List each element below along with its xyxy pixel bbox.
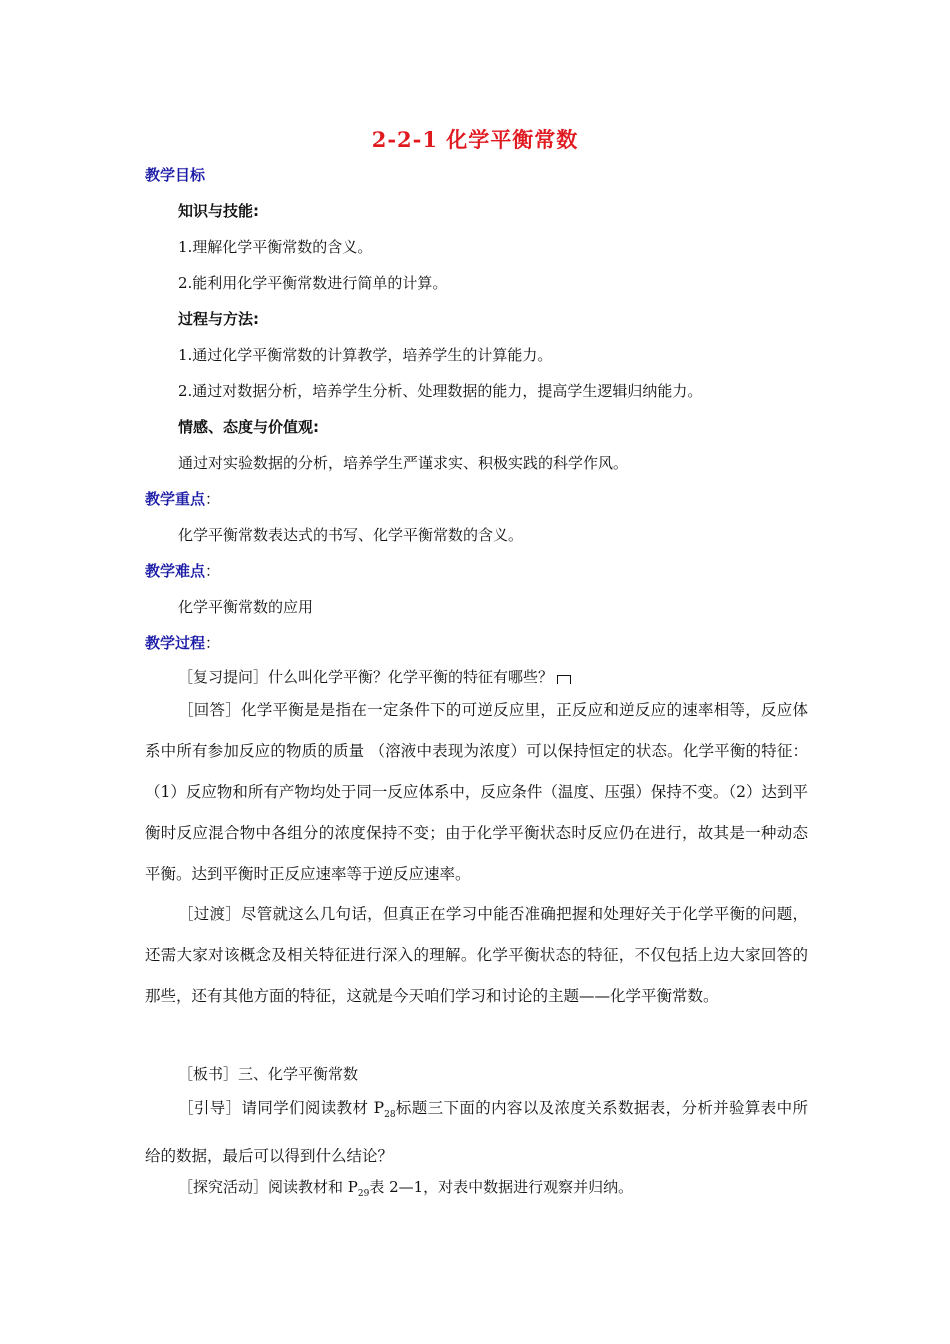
process-item-2: 2.通过对数据分析，培养学生分析、处理数据的能力，提高学生逻辑归纳能力。	[178, 382, 703, 400]
teaching-process-colon: ：	[205, 634, 221, 652]
section-heading-teaching-process	[145, 632, 220, 653]
text-cursor-icon	[557, 675, 571, 684]
guide-paragraph	[145, 1088, 808, 1177]
key-points-label: 教学重点	[145, 490, 206, 508]
emotion-item-1: 通过对实验数据的分析，培养学生严谨求实、积极实践的科学作风。	[178, 454, 629, 472]
explore-activity-line	[178, 1176, 633, 1199]
difficult-points-label: 教学难点	[145, 562, 206, 580]
guide-text-start: ［引导］请同学们阅读教材 P	[178, 1099, 385, 1117]
explore-page-number: 29	[357, 1189, 370, 1199]
transition-paragraph: ［过渡］尽管就这么几句话，但真正在学习中能否准确把握和处理好关于化学平衡的问题，还需大家对该概念及相关特征进行深入的理解。化学平衡状态的特征，不仅包括上边大家回答的那些，还有其他方面的特征，这就是今天咱们学习和讨论的主题——化学平衡常数。	[145, 905, 808, 1005]
section-heading-difficult-points	[145, 560, 220, 581]
board-line: ［板书］三、化学平衡常数	[178, 1065, 359, 1083]
difficult-points-colon: ：	[205, 562, 221, 580]
subheading-process-methods: 过程与方法:	[178, 310, 259, 328]
guide-text-end: 标题三下面的内容以及浓度关系数据表，分析并验算表中所给的数据，最后可以得到什么结论？	[145, 1099, 808, 1166]
guide-page-number: 28	[384, 1110, 396, 1121]
knowledge-item-1: 1.理解化学平衡常数的含义。	[178, 238, 373, 256]
process-item-1: 1.通过化学平衡常数的计算教学，培养学生的计算能力。	[178, 346, 553, 364]
page-title: 2-2-1 化学平衡常数	[371, 127, 579, 152]
explore-text-end: 表 2—1，对表中数据进行观察并归纳。	[369, 1178, 634, 1196]
review-question-text: ［复习提问］什么叫化学平衡？化学平衡的特征有哪些？	[178, 668, 554, 686]
section-heading-key-points	[145, 488, 220, 509]
answer-paragraph: ［回答］化学平衡是是指在一定条件下的可逆反应里，正反应和逆反应的速率相等，反应体系中所有参加反应的物质的质量 （溶液中表现为浓度）可以保持恒定的状态。化学平衡的特征：（1）反应物和所有产物均处于同一反应体系中，反应条件（温度、压强）保持不变。（2）达到平衡时反应混合物中各组分的浓度保持不变；由于化学平衡状态时反应仍在进行，故其是一种动态平衡。达到平衡时正反应速率等于逆反应速率。	[145, 701, 808, 883]
explore-text-start: ［探究活动］阅读教材和 P	[178, 1178, 358, 1196]
section-heading-teaching-goals: 教学目标	[145, 166, 206, 184]
review-question	[178, 666, 571, 687]
key-points-text: 化学平衡常数表达式的书写、化学平衡常数的含义。	[178, 526, 524, 544]
key-points-colon: ：	[205, 490, 221, 508]
difficult-points-text: 化学平衡常数的应用	[178, 598, 314, 616]
teaching-process-label: 教学过程	[145, 634, 206, 652]
knowledge-item-2: 2.能利用化学平衡常数进行简单的计算。	[178, 274, 448, 292]
subheading-emotion-values: 情感、态度与价值观:	[178, 418, 319, 436]
subheading-knowledge-skills: 知识与技能:	[178, 202, 259, 220]
